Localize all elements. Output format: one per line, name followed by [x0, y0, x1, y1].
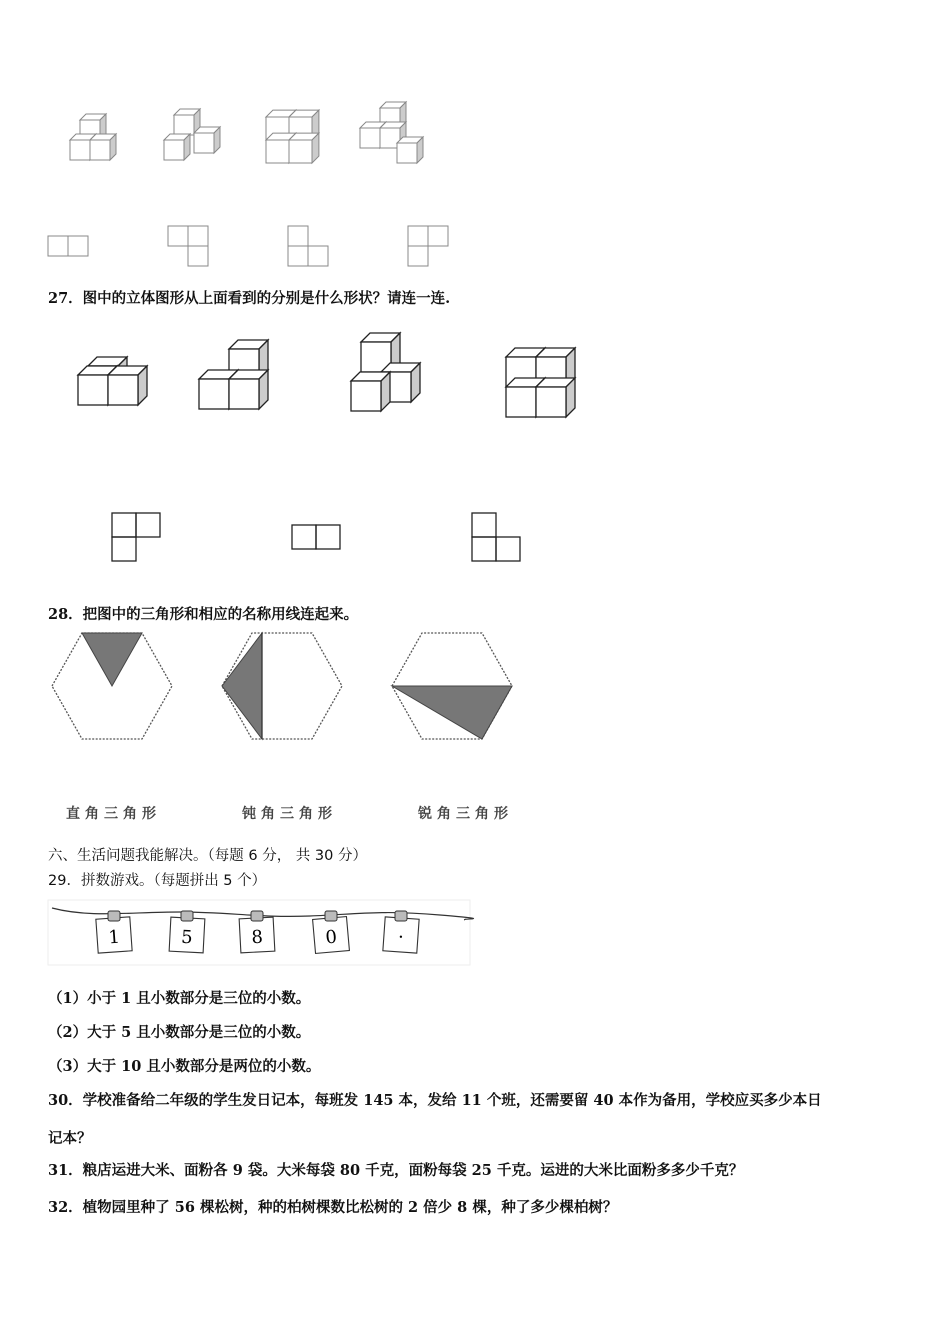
cube-front — [351, 381, 381, 411]
shaded-triangle — [82, 633, 142, 686]
cube-front — [164, 140, 184, 160]
view-square — [112, 537, 136, 561]
view-square — [48, 236, 68, 256]
clip — [108, 911, 120, 921]
q29-part-1: （1）小于 1 且小数部分是三位的小数。 — [48, 990, 311, 1007]
question-27: 27．图中的立体图形从上面看到的分别是什么形状？请连一连. — [48, 290, 451, 307]
question-29: 29．拼数游戏。（每题拼出 5 个） — [48, 873, 267, 889]
view-square — [428, 226, 448, 246]
number-card — [383, 917, 419, 953]
cube-front — [108, 375, 138, 405]
clip — [325, 911, 337, 921]
cube-front — [360, 128, 380, 148]
shaded-triangle — [392, 686, 512, 739]
label-right-triangle: 直角三角形 — [66, 806, 161, 822]
label-acute-triangle: 锐角三角形 — [418, 806, 513, 822]
view-square — [136, 513, 160, 537]
card-digit: 8 — [250, 926, 264, 949]
view-square — [472, 537, 496, 561]
clip — [395, 911, 407, 921]
cube-front — [199, 379, 229, 409]
view-square — [288, 246, 308, 266]
view-square — [408, 246, 428, 266]
q29-part-3: （3）大于 10 且小数部分是两位的小数。 — [48, 1058, 321, 1075]
clip — [181, 911, 193, 921]
view-square — [112, 513, 136, 537]
cube-front — [229, 379, 259, 409]
number-card — [169, 917, 205, 953]
cube-front — [78, 375, 108, 405]
cube-front — [194, 133, 214, 153]
cube-front — [536, 387, 566, 417]
number-card — [313, 917, 350, 954]
q29-part-2: （2）大于 5 且小数部分是三位的小数。 — [48, 1024, 311, 1041]
cube-front — [90, 140, 110, 160]
section-6-heading: 六、生活问题我能解决。（每题 6 分， 共 30 分） — [48, 848, 367, 864]
view-square — [168, 226, 188, 246]
card-digit: 5 — [180, 926, 194, 949]
cube-front — [289, 140, 312, 163]
card-digit: · — [397, 926, 405, 949]
view-square — [472, 513, 496, 537]
view-square — [308, 246, 328, 266]
card-digit: 0 — [324, 926, 338, 949]
view-square — [188, 226, 208, 246]
view-square — [188, 246, 208, 266]
view-square — [408, 226, 428, 246]
view-square — [292, 525, 316, 549]
shaded-triangle — [222, 633, 262, 739]
clip — [251, 911, 263, 921]
card-digit: 1 — [107, 926, 121, 949]
label-obtuse-triangle: 钝角三角形 — [242, 806, 337, 822]
cube-front — [174, 115, 194, 135]
number-card — [96, 917, 132, 953]
number-card — [239, 917, 275, 953]
cube-front — [70, 140, 90, 160]
view-square — [496, 537, 520, 561]
cube-front — [266, 140, 289, 163]
question-32: 32．植物园里种了 56 棵松树，种的柏树棵数比松树的 2 倍少 8 棵，种了多少棵柏树？ — [48, 1199, 618, 1216]
cube-front — [506, 387, 536, 417]
question-30-line1: 30．学校准备给二年级的学生发日记本，每班发 145 本，发给 11 个班，还需要留 40 本作为备用，学校应买多少本日 — [48, 1092, 822, 1109]
question-28: 28．把图中的三角形和相应的名称用线连起来。 — [48, 606, 359, 623]
view-square — [288, 226, 308, 246]
view-square — [68, 236, 88, 256]
question-30-line2: 记本？ — [48, 1130, 92, 1147]
cube-front — [397, 143, 417, 163]
view-square — [316, 525, 340, 549]
question-31: 31．粮店运进大米、面粉各 9 袋。大米每袋 80 千克，面粉每袋 25 千克。运进的大米比面粉多多少千克？ — [48, 1162, 744, 1179]
